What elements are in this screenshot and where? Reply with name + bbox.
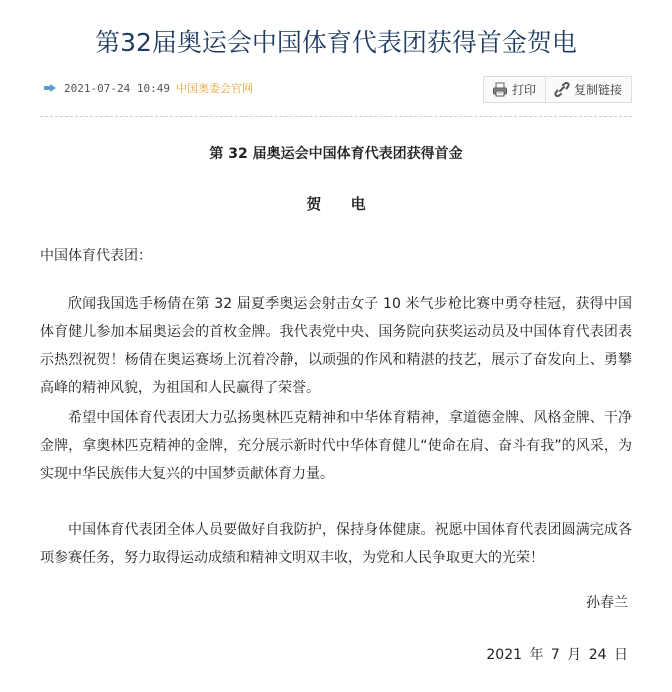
printer-icon [492,82,508,97]
copy-link-label: 复制链接 [573,83,622,97]
divider [40,116,632,117]
paragraph: 希望中国体育代表团大力弘扬奥林匹克精神和中华体育精神，拿道德金牌、风格金牌、干净金牌，拿奥林匹克精神的金牌，充分展示新时代中华体育健儿“使命在肩、奋斗有我”的风采，为实现中华民族伟大复兴的中国梦贡献体育力量。 [40,410,632,482]
arrow-right-icon [44,84,56,92]
article-subtitle: 第 32 届奥运会中国体育代表团获得首金 [209,146,463,162]
copy-link-button[interactable] [545,77,631,102]
source-link[interactable]: 中国奥委会官网 [175,82,253,95]
publish-info [44,80,253,96]
print-label: 打印 [511,83,536,97]
publish-datetime: 2021-07-24 10:49 [64,81,170,95]
link-icon [554,82,570,97]
signature: 孙春兰 [586,595,628,611]
article-heading: 贺 电 [306,195,366,213]
salutation: 中国体育代表团： [40,248,152,264]
letter-date: 2021 年 7 月 24 日 [486,647,628,663]
paragraph: 中国体育代表团全体人员要做好自我防护，保持身体健康。祝愿中国体育代表团圆满完成各项参赛任务，努力取得运动成绩和精神文明双丰收，为党和人民争取更大的光荣！ [40,522,632,566]
page-title: 第32届奥运会中国体育代表团获得首金贺电 [95,28,577,57]
article-body [40,140,632,663]
print-button[interactable] [484,77,545,102]
meta-bar [40,76,632,104]
tool-buttons [483,76,632,103]
paragraph: 欣闻我国选手杨倩在第 32 届夏季奥运会射击女子 10 米气步枪比赛中勇夺桂冠，获得中国体育健儿参加本届奥运会的首枚金牌。我代表党中央、国务院向获奖运动员及中国体育代表团表示热烈祝贺！杨倩在奥运赛场上沉着冷静，以顽强的作风和精湛的技艺，展示了奋发向上、勇攀高峰的精神风貌，为祖国和人民赢得了荣誉。 [40,296,632,396]
